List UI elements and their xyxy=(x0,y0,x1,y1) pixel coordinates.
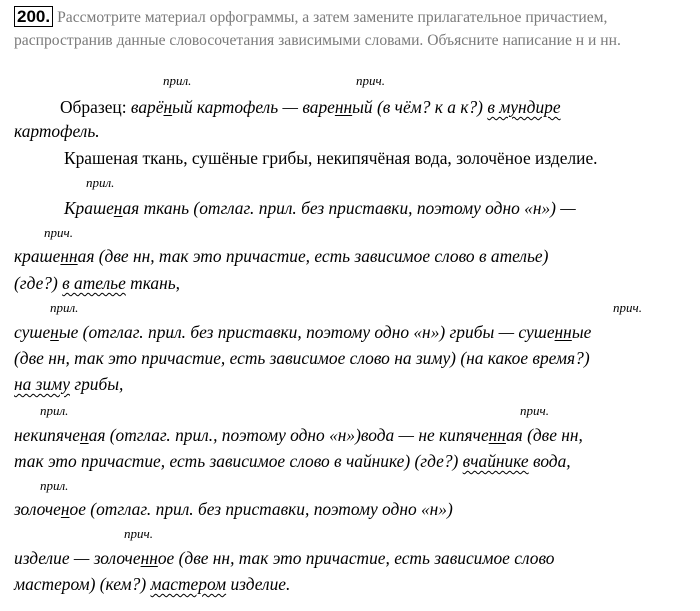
part-mark: прич. xyxy=(613,300,642,315)
example-2-line-1: сушеные (отглаг. прил. без приставки, поэтому одно «н») грибы — сушенные xyxy=(14,322,592,342)
example-3-line-2: так это причастие, есть зависимое слово в чайнике) (где?) вчайнике вода, xyxy=(14,451,571,471)
adj-mark: прил. xyxy=(40,478,69,493)
example-1-line-2: крашенная (две нн, так это причастие, есть зависимое слово в ателье) xyxy=(14,246,549,266)
sample-line xyxy=(60,96,561,118)
sample-adjective: варёный картофель — варенный (в чём? к а к?) xyxy=(130,97,483,117)
phrases-line: Крашеная ткань, сушёные грибы, некипячёная вода, золочёное изделие. xyxy=(64,148,598,168)
example-1-line-3: (где?) в ателье ткань, xyxy=(14,273,181,293)
example-1-line-1: Крашеная ткань (отглаг. прил. без приставки, поэтому одно «н») — xyxy=(64,198,576,218)
adj-mark: прил. xyxy=(163,73,192,88)
part-mark: прич. xyxy=(356,73,385,88)
dependent-word: в ателье xyxy=(62,273,126,293)
example-4-line-2: изделие — золоченное (две нн, так это причастие, есть зависимое слово xyxy=(14,548,555,568)
example-2-line-2: (две нн, так это причастие, есть зависимое слово на зиму) (на какое время?) xyxy=(14,348,590,368)
sample-label: Образец: xyxy=(60,97,127,117)
dependent-word: мастером xyxy=(150,574,227,594)
sample-dependent-word: в мундире xyxy=(487,97,561,117)
example-4-line-3: мастером) (кем?) мастером изделие. xyxy=(14,574,291,594)
adj-mark: прил. xyxy=(50,300,79,315)
adj-mark: прил. xyxy=(40,403,69,418)
adj-mark: прил. xyxy=(86,175,115,190)
task-number: 200. xyxy=(14,6,53,27)
dependent-word: вчайнике xyxy=(462,451,529,471)
sample-end: картофель. xyxy=(14,121,100,141)
task-instruction: Рассмотрите материал орфограммы, а затем замените прилагательное причастием, распространив данные словосочетания зависимыми словами. Объясните написание н и нн. xyxy=(14,9,621,49)
part-mark: прич. xyxy=(520,403,549,418)
task-text xyxy=(14,6,690,52)
part-mark: прич. xyxy=(124,526,153,541)
example-4-line-1: золоченое (отглаг. прил. без приставки, поэтому одно «н») xyxy=(14,499,453,519)
example-2-line-3: на зиму грибы, xyxy=(14,374,124,394)
part-mark: прич. xyxy=(44,225,73,240)
dependent-word: на зиму xyxy=(14,374,70,394)
example-3-line-1: некипяченая (отглаг. прил., поэтому одно «н»)вода — не кипяченная (две нн, xyxy=(14,425,583,445)
